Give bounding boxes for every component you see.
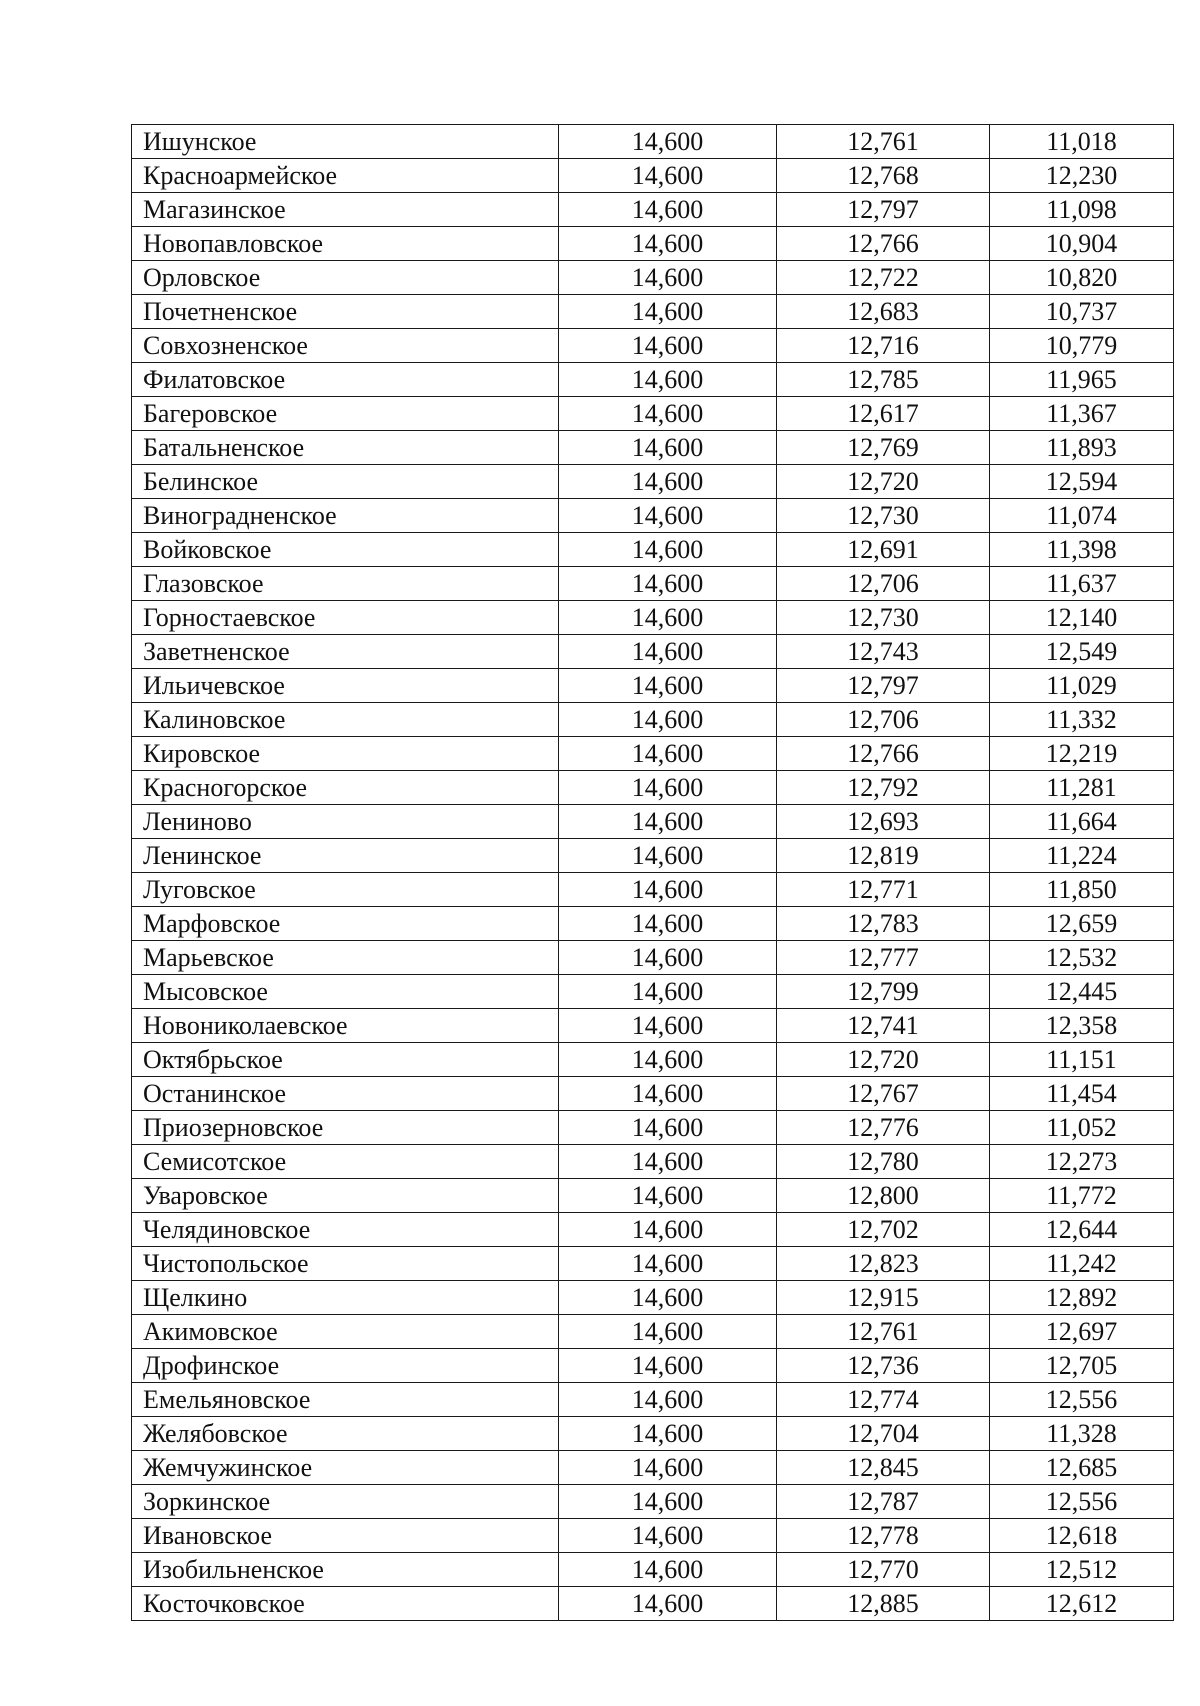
value-cell-col4: 11,772 — [990, 1179, 1174, 1213]
value-cell-col3: 12,777 — [777, 941, 990, 975]
settlement-name-cell: Октябрьское — [132, 1043, 559, 1077]
value-cell-col3: 12,774 — [777, 1383, 990, 1417]
value-cell-col2: 14,600 — [559, 1179, 777, 1213]
settlement-name-cell: Зоркинское — [132, 1485, 559, 1519]
value-cell-col3: 12,722 — [777, 261, 990, 295]
value-cell-col4: 12,273 — [990, 1145, 1174, 1179]
settlement-name-cell: Марьевское — [132, 941, 559, 975]
table-row — [132, 1417, 1174, 1451]
value-cell-col3: 12,797 — [777, 669, 990, 703]
value-cell-col3: 12,706 — [777, 567, 990, 601]
settlement-name-cell: Желябовское — [132, 1417, 559, 1451]
value-cell-col2: 14,600 — [559, 1553, 777, 1587]
settlement-name-cell: Совхозненское — [132, 329, 559, 363]
value-cell-col2: 14,600 — [559, 567, 777, 601]
value-cell-col4: 12,556 — [990, 1485, 1174, 1519]
value-cell-col3: 12,783 — [777, 907, 990, 941]
value-cell-col3: 12,800 — [777, 1179, 990, 1213]
value-cell-col3: 12,741 — [777, 1009, 990, 1043]
table-row — [132, 1145, 1174, 1179]
value-cell-col3: 12,915 — [777, 1281, 990, 1315]
settlement-name-cell: Кировское — [132, 737, 559, 771]
value-cell-col2: 14,600 — [559, 1451, 777, 1485]
value-cell-col4: 11,328 — [990, 1417, 1174, 1451]
value-cell-col3: 12,780 — [777, 1145, 990, 1179]
settlement-name-cell: Челядиновское — [132, 1213, 559, 1247]
value-cell-col2: 14,600 — [559, 465, 777, 499]
settlement-name-cell: Семисотское — [132, 1145, 559, 1179]
table-row — [132, 465, 1174, 499]
value-cell-col4: 11,850 — [990, 873, 1174, 907]
value-cell-col3: 12,743 — [777, 635, 990, 669]
value-cell-col4: 11,398 — [990, 533, 1174, 567]
settlement-name-cell: Ленинское — [132, 839, 559, 873]
settlement-name-cell: Белинское — [132, 465, 559, 499]
table-row — [132, 1519, 1174, 1553]
table-row — [132, 771, 1174, 805]
value-cell-col2: 14,600 — [559, 941, 777, 975]
value-cell-col3: 12,787 — [777, 1485, 990, 1519]
settlement-name-cell: Орловское — [132, 261, 559, 295]
table-row — [132, 227, 1174, 261]
table-row — [132, 805, 1174, 839]
value-cell-col2: 14,600 — [559, 1485, 777, 1519]
value-cell-col3: 12,766 — [777, 227, 990, 261]
settlement-name-cell: Уваровское — [132, 1179, 559, 1213]
value-cell-col2: 14,600 — [559, 397, 777, 431]
settlement-name-cell: Красногорское — [132, 771, 559, 805]
value-cell-col4: 12,358 — [990, 1009, 1174, 1043]
value-cell-col4: 12,697 — [990, 1315, 1174, 1349]
value-cell-col2: 14,600 — [559, 975, 777, 1009]
value-cell-col4: 11,637 — [990, 567, 1174, 601]
value-cell-col3: 12,769 — [777, 431, 990, 465]
value-cell-col2: 14,600 — [559, 1009, 777, 1043]
value-cell-col2: 14,600 — [559, 839, 777, 873]
settlement-name-cell: Чистопольское — [132, 1247, 559, 1281]
table-row — [132, 1179, 1174, 1213]
table-row — [132, 941, 1174, 975]
table-row — [132, 397, 1174, 431]
settlement-name-cell: Емельяновское — [132, 1383, 559, 1417]
table-row — [132, 907, 1174, 941]
value-cell-col3: 12,797 — [777, 193, 990, 227]
settlement-name-cell: Багеровское — [132, 397, 559, 431]
value-cell-col4: 11,052 — [990, 1111, 1174, 1145]
value-cell-col3: 12,778 — [777, 1519, 990, 1553]
value-cell-col3: 12,819 — [777, 839, 990, 873]
table-row — [132, 499, 1174, 533]
value-cell-col3: 12,683 — [777, 295, 990, 329]
value-cell-col3: 12,823 — [777, 1247, 990, 1281]
value-cell-col4: 10,737 — [990, 295, 1174, 329]
table-row — [132, 533, 1174, 567]
value-cell-col3: 12,845 — [777, 1451, 990, 1485]
settlement-name-cell: Акимовское — [132, 1315, 559, 1349]
value-cell-col2: 14,600 — [559, 1281, 777, 1315]
table-body — [132, 125, 1174, 1621]
value-cell-col3: 12,704 — [777, 1417, 990, 1451]
settlement-name-cell: Приозерновское — [132, 1111, 559, 1145]
value-cell-col4: 11,029 — [990, 669, 1174, 703]
value-cell-col4: 11,454 — [990, 1077, 1174, 1111]
value-cell-col2: 14,600 — [559, 193, 777, 227]
value-cell-col3: 12,736 — [777, 1349, 990, 1383]
value-cell-col3: 12,730 — [777, 499, 990, 533]
value-cell-col2: 14,600 — [559, 1043, 777, 1077]
table-row — [132, 669, 1174, 703]
value-cell-col2: 14,600 — [559, 771, 777, 805]
settlement-name-cell: Косточковское — [132, 1587, 559, 1621]
value-cell-col4: 12,532 — [990, 941, 1174, 975]
table-row — [132, 261, 1174, 295]
value-cell-col4: 11,242 — [990, 1247, 1174, 1281]
value-cell-col2: 14,600 — [559, 533, 777, 567]
table-row — [132, 567, 1174, 601]
settlement-name-cell: Мысовское — [132, 975, 559, 1009]
value-cell-col3: 12,770 — [777, 1553, 990, 1587]
value-cell-col3: 12,766 — [777, 737, 990, 771]
settlement-name-cell: Глазовское — [132, 567, 559, 601]
table-row — [132, 873, 1174, 907]
value-cell-col3: 12,785 — [777, 363, 990, 397]
table-row — [132, 1077, 1174, 1111]
value-cell-col4: 11,664 — [990, 805, 1174, 839]
value-cell-col2: 14,600 — [559, 635, 777, 669]
value-cell-col4: 12,892 — [990, 1281, 1174, 1315]
value-cell-col2: 14,600 — [559, 1213, 777, 1247]
value-cell-col2: 14,600 — [559, 1417, 777, 1451]
value-cell-col4: 12,644 — [990, 1213, 1174, 1247]
table-row — [132, 431, 1174, 465]
value-cell-col4: 12,556 — [990, 1383, 1174, 1417]
value-cell-col4: 11,074 — [990, 499, 1174, 533]
settlement-name-cell: Почетненское — [132, 295, 559, 329]
value-cell-col2: 14,600 — [559, 431, 777, 465]
table-row — [132, 1281, 1174, 1315]
table-row — [132, 975, 1174, 1009]
settlement-name-cell: Дрофинское — [132, 1349, 559, 1383]
table-row — [132, 1111, 1174, 1145]
settlement-name-cell: Калиновское — [132, 703, 559, 737]
table-row — [132, 1349, 1174, 1383]
table-row — [132, 295, 1174, 329]
value-cell-col3: 12,767 — [777, 1077, 990, 1111]
settlement-name-cell: Жемчужинское — [132, 1451, 559, 1485]
value-cell-col3: 12,761 — [777, 1315, 990, 1349]
settlement-name-cell: Филатовское — [132, 363, 559, 397]
value-cell-col3: 12,720 — [777, 1043, 990, 1077]
value-cell-col2: 14,600 — [559, 363, 777, 397]
settlement-name-cell: Красноармейское — [132, 159, 559, 193]
settlement-name-cell: Ишунское — [132, 125, 559, 159]
value-cell-col3: 12,716 — [777, 329, 990, 363]
value-cell-col2: 14,600 — [559, 907, 777, 941]
table-row — [132, 1485, 1174, 1519]
value-cell-col3: 12,776 — [777, 1111, 990, 1145]
table-row — [132, 1247, 1174, 1281]
value-cell-col2: 14,600 — [559, 227, 777, 261]
table-row — [132, 1213, 1174, 1247]
value-cell-col2: 14,600 — [559, 1519, 777, 1553]
value-cell-col2: 14,600 — [559, 601, 777, 635]
settlement-name-cell: Заветненское — [132, 635, 559, 669]
value-cell-col3: 12,792 — [777, 771, 990, 805]
value-cell-col2: 14,600 — [559, 1383, 777, 1417]
value-cell-col2: 14,600 — [559, 669, 777, 703]
value-cell-col4: 11,965 — [990, 363, 1174, 397]
data-table — [131, 124, 1174, 1621]
settlement-name-cell: Останинское — [132, 1077, 559, 1111]
value-cell-col2: 14,600 — [559, 873, 777, 907]
value-cell-col4: 12,594 — [990, 465, 1174, 499]
value-cell-col3: 12,706 — [777, 703, 990, 737]
value-cell-col3: 12,885 — [777, 1587, 990, 1621]
settlement-name-cell: Щелкино — [132, 1281, 559, 1315]
value-cell-col4: 12,512 — [990, 1553, 1174, 1587]
settlement-name-cell: Луговское — [132, 873, 559, 907]
value-cell-col2: 14,600 — [559, 703, 777, 737]
settlement-name-cell: Изобильненское — [132, 1553, 559, 1587]
settlement-name-cell: Горностаевское — [132, 601, 559, 635]
value-cell-col3: 12,799 — [777, 975, 990, 1009]
table-row — [132, 703, 1174, 737]
value-cell-col4: 11,018 — [990, 125, 1174, 159]
value-cell-col4: 11,893 — [990, 431, 1174, 465]
value-cell-col3: 12,693 — [777, 805, 990, 839]
value-cell-col4: 12,445 — [990, 975, 1174, 1009]
table-row — [132, 601, 1174, 635]
value-cell-col4: 12,618 — [990, 1519, 1174, 1553]
settlement-name-cell: Ивановское — [132, 1519, 559, 1553]
value-cell-col3: 12,720 — [777, 465, 990, 499]
value-cell-col3: 12,691 — [777, 533, 990, 567]
value-cell-col2: 14,600 — [559, 1587, 777, 1621]
value-cell-col4: 10,820 — [990, 261, 1174, 295]
value-cell-col2: 14,600 — [559, 261, 777, 295]
table-row — [132, 1553, 1174, 1587]
value-cell-col2: 14,600 — [559, 805, 777, 839]
value-cell-col2: 14,600 — [559, 1247, 777, 1281]
table-row — [132, 363, 1174, 397]
value-cell-col2: 14,600 — [559, 1349, 777, 1383]
settlement-name-cell: Ильичевское — [132, 669, 559, 703]
value-cell-col2: 14,600 — [559, 499, 777, 533]
value-cell-col2: 14,600 — [559, 125, 777, 159]
settlement-name-cell: Новопавловское — [132, 227, 559, 261]
table-row — [132, 737, 1174, 771]
value-cell-col2: 14,600 — [559, 295, 777, 329]
value-cell-col4: 11,224 — [990, 839, 1174, 873]
settlement-name-cell: Войковское — [132, 533, 559, 567]
table-row — [132, 159, 1174, 193]
value-cell-col4: 12,705 — [990, 1349, 1174, 1383]
settlement-name-cell: Магазинское — [132, 193, 559, 227]
table-row — [132, 125, 1174, 159]
value-cell-col4: 11,281 — [990, 771, 1174, 805]
table-row — [132, 193, 1174, 227]
value-cell-col4: 11,098 — [990, 193, 1174, 227]
value-cell-col4: 12,549 — [990, 635, 1174, 669]
table-row — [132, 329, 1174, 363]
value-cell-col3: 12,771 — [777, 873, 990, 907]
table-row — [132, 635, 1174, 669]
value-cell-col2: 14,600 — [559, 1145, 777, 1179]
value-cell-col4: 10,779 — [990, 329, 1174, 363]
table-row — [132, 1043, 1174, 1077]
table-row — [132, 1009, 1174, 1043]
settlement-name-cell: Новониколаевское — [132, 1009, 559, 1043]
table-row — [132, 1451, 1174, 1485]
settlement-name-cell: Батальненское — [132, 431, 559, 465]
value-cell-col4: 11,151 — [990, 1043, 1174, 1077]
value-cell-col3: 12,761 — [777, 125, 990, 159]
value-cell-col4: 12,230 — [990, 159, 1174, 193]
value-cell-col4: 12,219 — [990, 737, 1174, 771]
value-cell-col4: 12,140 — [990, 601, 1174, 635]
value-cell-col3: 12,617 — [777, 397, 990, 431]
value-cell-col4: 11,332 — [990, 703, 1174, 737]
value-cell-col4: 12,659 — [990, 907, 1174, 941]
value-cell-col2: 14,600 — [559, 1111, 777, 1145]
value-cell-col3: 12,702 — [777, 1213, 990, 1247]
table-row — [132, 1315, 1174, 1349]
settlement-name-cell: Лениново — [132, 805, 559, 839]
table-row — [132, 1587, 1174, 1621]
value-cell-col3: 12,730 — [777, 601, 990, 635]
value-cell-col3: 12,768 — [777, 159, 990, 193]
settlement-name-cell: Виноградненское — [132, 499, 559, 533]
table-row — [132, 839, 1174, 873]
value-cell-col4: 12,685 — [990, 1451, 1174, 1485]
value-cell-col2: 14,600 — [559, 737, 777, 771]
value-cell-col2: 14,600 — [559, 1315, 777, 1349]
table-row — [132, 1383, 1174, 1417]
value-cell-col4: 11,367 — [990, 397, 1174, 431]
value-cell-col4: 12,612 — [990, 1587, 1174, 1621]
value-cell-col2: 14,600 — [559, 1077, 777, 1111]
value-cell-col2: 14,600 — [559, 159, 777, 193]
settlement-name-cell: Марфовское — [132, 907, 559, 941]
value-cell-col4: 10,904 — [990, 227, 1174, 261]
value-cell-col2: 14,600 — [559, 329, 777, 363]
